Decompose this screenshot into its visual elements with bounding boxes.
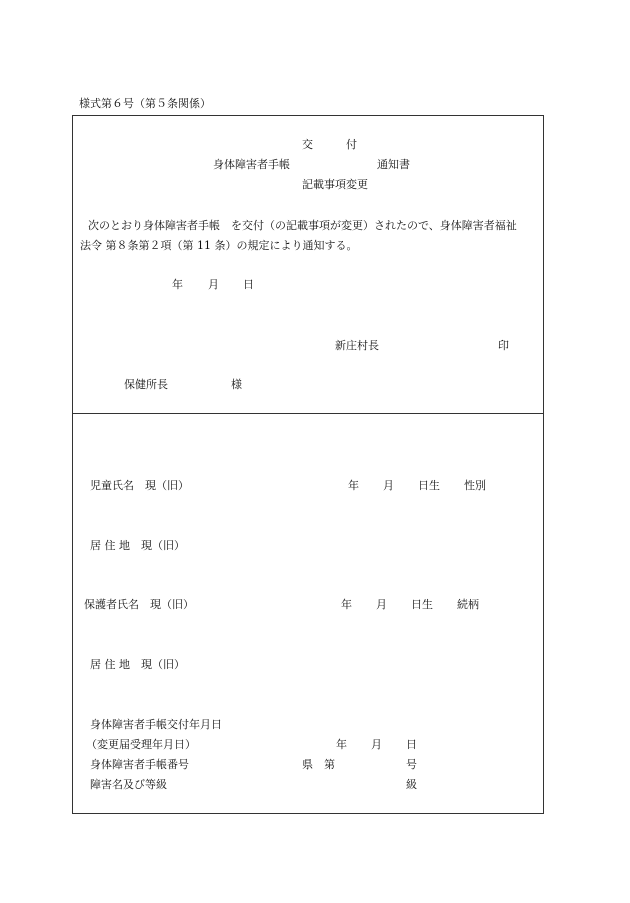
guardian-birth-day: 日生 (411, 598, 433, 611)
addressee-honorific: 様 (231, 378, 242, 391)
change-date-label: （変更届受理年月日） (86, 738, 196, 751)
booklet-date-year: 年 (336, 738, 347, 751)
date-day: 日 (243, 278, 254, 291)
booklet-number-label: 身体障害者手帳番号 (90, 758, 189, 771)
mayor-title: 新庄村長 (335, 339, 379, 352)
guardian-birth-month: 月 (376, 598, 387, 611)
prefecture-label: 県 第 (302, 758, 335, 771)
child-birth-day: 日生 (418, 479, 440, 492)
booklet-date-day: 日 (406, 738, 417, 751)
option-issue: 交 付 (302, 138, 357, 151)
issue-date-label: 身体障害者手帳交付年月日 (90, 718, 222, 731)
guardian-address-label: 居 住 地 現（旧） (90, 658, 185, 671)
child-birth-month: 月 (383, 479, 394, 492)
disability-label: 障害名及び等級 (90, 778, 167, 791)
addressee-office: 保健所長 (124, 378, 168, 391)
guardian-name-label: 保護者氏名 現（旧） (84, 598, 194, 611)
form-number: 様式第６号（第５条関係） (79, 97, 211, 110)
option-change: 記載事項変更 (302, 178, 368, 191)
child-sex-label: 性別 (464, 479, 486, 492)
child-birth-year: 年 (348, 479, 359, 492)
guardian-relation-label: 続柄 (457, 598, 479, 611)
child-address-label: 居 住 地 現（旧） (90, 539, 185, 552)
body-line-2: 法令 第８条第２項（第 11 条）の規定により通知する。 (80, 239, 358, 252)
date-month: 月 (208, 278, 219, 291)
frame-divider (72, 413, 544, 414)
seal-mark: 印 (498, 339, 509, 352)
number-suffix: 号 (406, 758, 417, 771)
grade-suffix: 級 (406, 778, 417, 791)
date-year: 年 (172, 278, 183, 291)
child-name-label: 児童氏名 現（旧） (90, 479, 189, 492)
body-line-1: 次のとおり身体障害者手帳 を交付（の記載事項が変更）されたので、身体障害者福祉 (88, 219, 517, 232)
booklet-name: 身体障害者手帳 (213, 158, 290, 171)
booklet-date-month: 月 (371, 738, 382, 751)
guardian-birth-year: 年 (341, 598, 352, 611)
notice-suffix: 通知書 (377, 158, 410, 171)
